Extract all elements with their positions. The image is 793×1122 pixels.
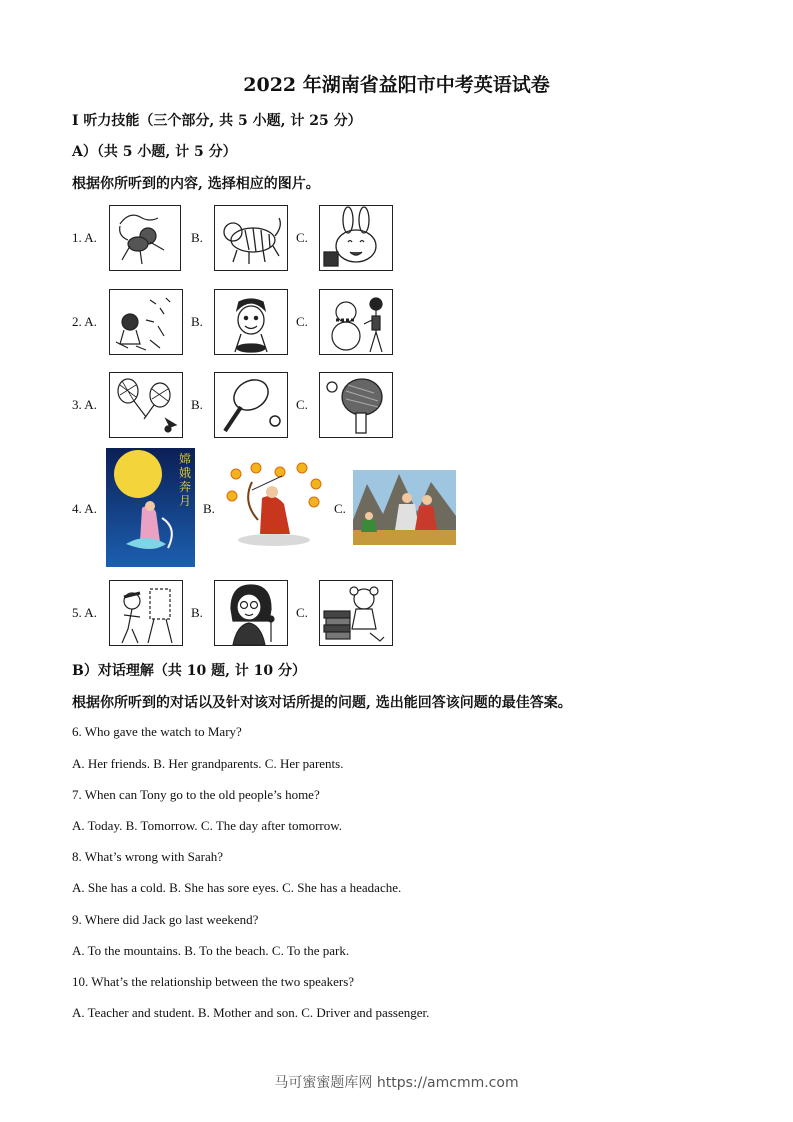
question-text: 6. Who gave the watch to Mary? (72, 724, 242, 739)
part-a-heading: A）（共 5 小题, 计 5 分） (72, 144, 237, 160)
moving-mountains-picture (353, 470, 456, 545)
footer-watermark: 马可蜜蜜题库网 https://amcmm.com (274, 1075, 519, 1091)
option-label: B. (203, 501, 215, 516)
question-text: 9. Where did Jack go last weekend? (72, 912, 259, 927)
option-label: B. (191, 397, 203, 412)
option-label: 2. A. (72, 314, 97, 329)
section-heading: I 听力技能（三个部分, 共 5 小题, 计 25 分） (72, 113, 362, 129)
picture-caption: 嫦娥奔月 (179, 452, 192, 508)
question-options: A. Her friends. B. Her grandparents. C. Her parents. (72, 756, 344, 771)
question-text: 7. When can Tony go to the old people’s home? (72, 787, 320, 802)
option-label: 4. A. (72, 501, 97, 516)
option-label: C. (296, 314, 308, 329)
badminton-picture (109, 372, 183, 438)
boy-face-picture (214, 289, 288, 355)
question-text: 10. What’s the relationship between the two speakers? (72, 974, 355, 989)
ping-pong-paddle-picture (319, 372, 393, 438)
option-label: 1. A. (72, 230, 97, 245)
option-label: 3. A. (72, 397, 97, 412)
option-label: C. (296, 230, 308, 245)
snowman-picture (319, 289, 393, 355)
rabbit-picture (319, 205, 393, 271)
option-label: C. (334, 501, 346, 516)
question-options: A. To the mountains. B. To the beach. C. To the park. (72, 943, 350, 958)
question-options: A. She has a cold. B. She has sore eyes. C. She has a headache. (72, 880, 402, 895)
page-title: 2022 年湖南省益阳市中考英语试卷 (243, 74, 550, 96)
option-label: B. (191, 230, 203, 245)
painting-picture (109, 580, 183, 646)
part-b-heading: B）对话理解（共 10 题, 计 10 分） (72, 663, 307, 679)
option-label: C. (296, 605, 308, 620)
girl-reading-picture (319, 580, 393, 646)
option-label: B. (191, 605, 203, 620)
part-a-instruction: 根据你所听到的内容, 选择相应的图片。 (72, 176, 320, 192)
girl-singing-picture (214, 580, 288, 646)
tennis-racket-picture (214, 372, 288, 438)
option-label: 5. A. (72, 605, 97, 620)
tiger-picture (214, 205, 288, 271)
mid-autumn-picture (106, 448, 195, 567)
question-options: A. Teacher and student. B. Mother and son. C. Driver and passenger. (72, 1005, 430, 1020)
archer-picture (222, 462, 326, 548)
option-label: B. (191, 314, 203, 329)
question-text: 8. What’s wrong with Sarah? (72, 849, 224, 864)
boy-snowy-picture (109, 289, 183, 355)
option-label: C. (296, 397, 308, 412)
monkey-picture (109, 205, 181, 271)
question-options: A. Today. B. Tomorrow. C. The day after tomorrow. (72, 818, 343, 833)
part-b-instruction: 根据你所听到的对话以及针对该对话所提的问题, 选出能回答该问题的最佳答案。 (72, 695, 572, 711)
